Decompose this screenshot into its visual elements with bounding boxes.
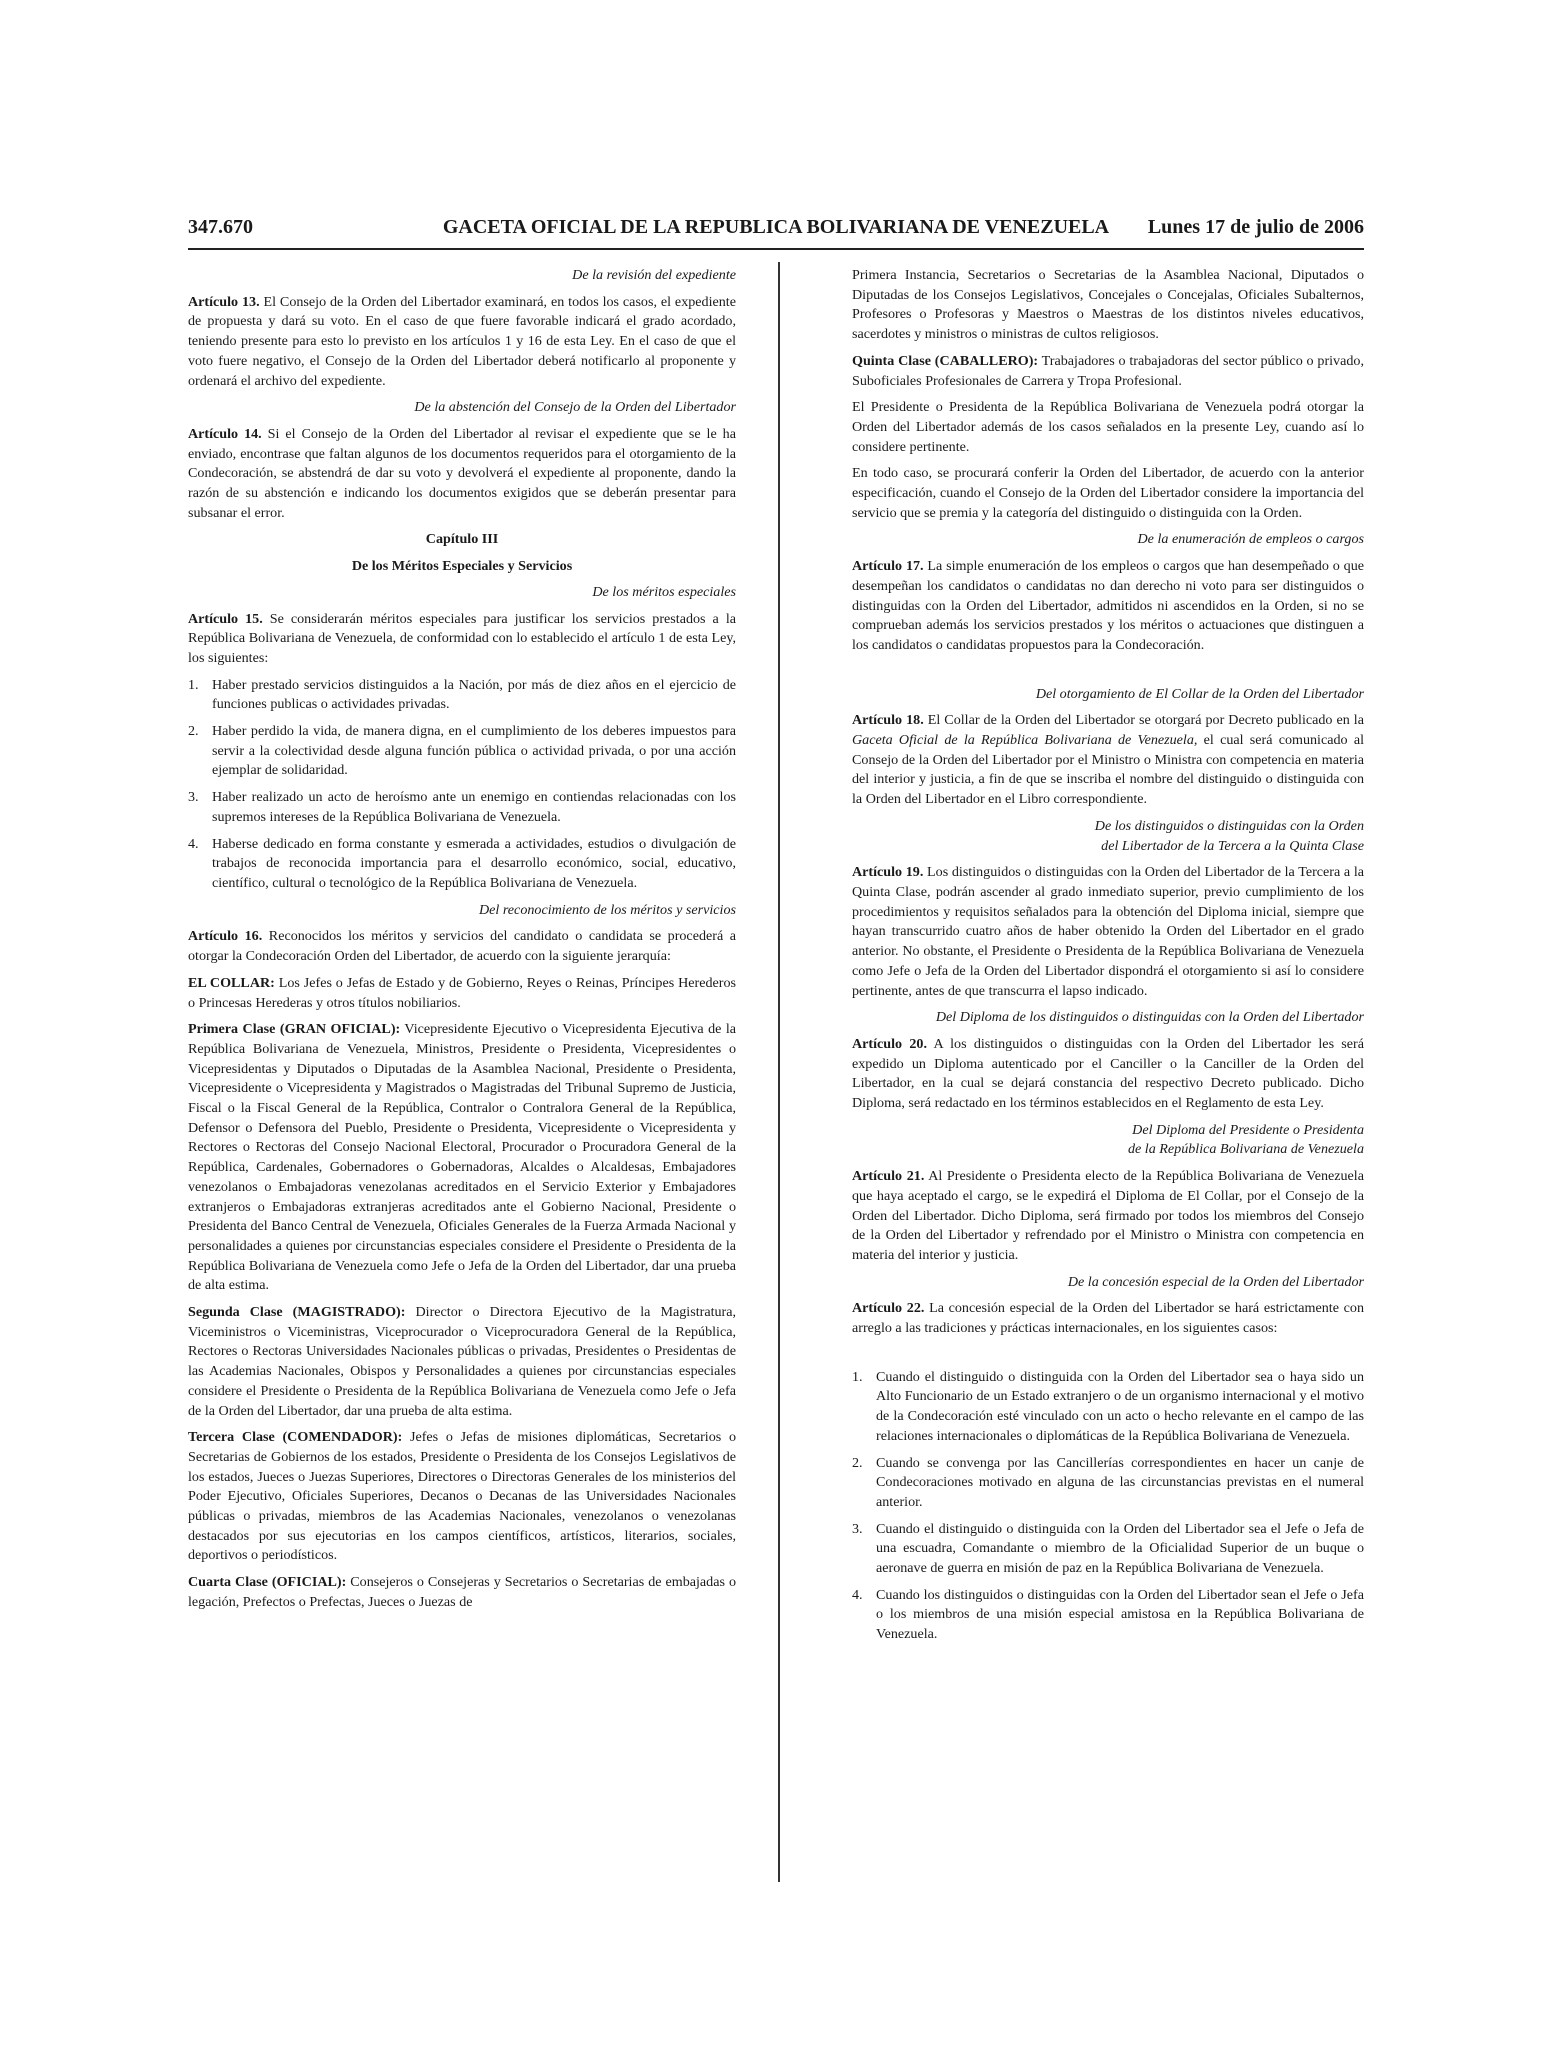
article-label: Artículo 13. <box>188 293 260 310</box>
right-column <box>852 266 1364 1652</box>
rubric-article-19-line1: De los distinguidos o distinguidas con la Orden <box>1094 817 1364 834</box>
class-quinta: Quinta Clase (CABALLERO): Trabajadores o trabajadoras del sector público o privado, Suboficiales Profesionales de Carrera y Tropa Profesional. <box>852 352 1364 389</box>
article-label: Artículo 20. <box>852 1035 927 1052</box>
article-text: Al Presidente o Presidenta electo de la República Bolivariana de Venezuela que haya aceptado el cargo, se le expedirá el Diploma de El Collar, por el Consejo de la Orden del Libertador. Dicho Diploma, será firmado por todos los miembros del Consejo de la Orden del Libertador y refrendado por el Ministro o Ministra con competencia en materia del interior y justicia. <box>852 1168 1364 1263</box>
chapter-heading: Capítulo III <box>425 531 499 548</box>
rubric-article-19-line2: del Libertador de la Tercera a la Quinta Clase <box>1101 837 1364 854</box>
page-number: 347.670 <box>188 216 253 238</box>
article-label: Artículo 22. <box>852 1300 925 1317</box>
article-13 <box>188 293 736 392</box>
article-16 <box>188 927 736 966</box>
rubric-article-21-line2: de la República Bolivariana de Venezuela <box>1127 1141 1364 1158</box>
list-item: 2. Cuando se convenga por las Cancillerías correspondientes en hacer un canje de Condecoraciones motivado en alguna de las circunstancias previstas en el numeral anterior. <box>852 1454 1364 1510</box>
left-column <box>188 266 736 1620</box>
list-item: 4. Haberse dedicado en forma constante y esmerada a actividades, estudios o divulgación de trabajos de reconocida importancia para el desarrollo económico, social, educativo, científico, cultural o tecnológico de la República Bolivariana de Venezuela. <box>188 835 736 891</box>
class-cuarta-continued: Primera Instancia, Secretarios o Secretarias de la Asamblea Nacional, Diputados o Diputadas de los Consejos Legislativos, Concejales o Concejalas, Oficiales Subalternos, Profesores o Profesoras y Maestros o Maestras de los distintos niveles educativos, sacerdotes y ministros o ministras de cultos religiosos. <box>852 267 1364 343</box>
article-text: El Consejo de la Orden del Libertador examinará, en todos los casos, el expediente de propuesta y dará su voto. En el caso de que fuere favorable indicará el grado acordado, teniendo presente para esto lo previsto en los artículos 1 y 16 de esta Ley. En el caso de que el voto fuere negativo, el Consejo de la Orden del Libertador deberá notificarlo al proponente y ordenará el archivo del expediente. <box>188 293 736 389</box>
article-text: La concesión especial de la Orden del Libertador se hará estrictamente con arreglo a las tradiciones y prácticas internacionales, en los siguientes casos: <box>852 1300 1364 1337</box>
article-label: Artículo 18. <box>852 712 924 729</box>
article-15 <box>188 610 736 669</box>
rubric-article-16: Del reconocimiento de los méritos y servicios <box>478 901 736 918</box>
article-20 <box>852 1035 1364 1114</box>
class-segunda: Segunda Clase (MAGISTRADO): Director o Directora Ejecutivo de la Magistratura, Viceministros o Viceministras, Viceprocurador o Viceprocuradora General de la República, Rectores o Rectoras Universidades Nacionales públicas o privadas, Presidentes o Presidentas de las Academias Nacionales, Obispos y Personalidades a quienes por circunstancias especiales considere el Presidente o Presidenta de la República Bolivariana de Venezuela como Jefe o Jefa de la Orden del Libertador, dar una prueba de alta estima. <box>188 1304 737 1419</box>
list-item: 1. Haber prestado servicios distinguidos a la Nación, por más de diez años en el ejercicio de funciones publicas o actividades privadas. <box>188 676 736 713</box>
class-primera: Primera Clase (GRAN OFICIAL): Vicepresidente Ejecutivo o Vicepresidenta Ejecutiva de la República Bolivariana de Venezuela, Ministros, Presidente o Presidenta, Vicepresidentes o Vicepresidentas y Diputados o Diputadas de la Asamblea Nacional, Presidente o Presidenta, Vicepresidente o Vicepresidenta y Magistrados o Magistradas del Tribunal Supremo de Justicia, Fiscal o la Fiscal General de la República, Contralor o Contralora General de la República, Defensor o Defensora del Pueblo, Presidente o Presidenta, Vicepresidente o Vicepresidenta y Rectores o Rectoras del Consejo Nacional Electoral, Procurador o Procuradora General de la República, Cardenales, Gobernadores o Gobernadoras, Alcaldes o Alcaldesas, Embajadores venezolanos o Embajadoras venezolanas acreditados en el Servicio Exterior y Embajadores extranjeros o Embajadoras extranjeras acreditados ante el Gobierno Nacional, Presidente o Presidenta del Banco Central de Venezuela, Oficiales Generales de la Fuerza Armada Nacional y personalidades a quienes por circunstancias especiales considere el Presidente o Presidenta de la República Bolivariana de Venezuela como Jefe o Jefa de la Orden del Libertador, dar una prueba de alta estima. <box>188 1021 737 1294</box>
article-15-list <box>188 676 736 894</box>
class-collar: EL COLLAR: Los Jefes o Jefas de Estado y de Gobierno, Reyes o Reinas, Príncipes Herederos o Princesas Herederas y otros títulos nobiliarios. <box>188 974 736 1011</box>
article-label: Artículo 16. <box>188 928 263 945</box>
rubric-article-21-line1: Del Diploma del Presidente o Presidenta <box>1132 1121 1364 1138</box>
rubric-article-18: Del otorgamiento de El Collar de la Orden del Libertador <box>1035 685 1364 702</box>
article-text: A los distinguidos o distinguidas con la Orden del Libertador les será expedido un Diploma autenticado por el Canciller o la Canciller de la Orden del Libertador, en la cual se dejará constancia del respectivo Decreto publicado. Dicho Diploma, será redactado en los términos establecidos en el Reglamento de esta Ley. <box>852 1035 1364 1112</box>
article-22 <box>852 1299 1364 1338</box>
article-label: Artículo 17. <box>852 558 924 575</box>
gazette-title: GACETA OFICIAL DE LA REPUBLICA BOLIVARIANA DE VENEZUELA <box>442 216 1110 238</box>
article-text: Los distinguidos o distinguidas con la Orden del Libertador de la Tercera a la Quinta Clase, podrán ascender al grado inmediato superior, previo cumplimiento de los procedimientos y requisitos señalados para la obtención del Diploma inicial, siempre que hayan transcurrido cuatro años de haber obtenido la Orden del Libertador en el grado anterior. No obstante, el Presidente o Presidenta de la República Bolivariana de Venezuela como Jefe o Jefa de la Orden del Libertador dispondrá el otorgamiento si así lo considere pertinente, antes de que transcurra el lapso indicado. <box>852 864 1364 999</box>
rubric-article-22: De la concesión especial de la Orden del Libertador <box>1067 1273 1364 1290</box>
page-header <box>188 216 1364 246</box>
rubric-article-13: De la revisión del expediente <box>572 267 736 283</box>
column-divider <box>778 262 780 1882</box>
article-label: Artículo 21. <box>852 1168 925 1185</box>
article-text: Si el Consejo de la Orden del Libertador al revisar el expediente que se le ha enviado, encontrase que faltan algunos de los documentos requeridos para el otorgamiento de la Condecoración, se abstendrá de dar su voto y devolverá el expediente al proponente, dando la razón de su abstención e indicando los documentos exigidos que se deberán presentar para subsanar el error. <box>188 425 736 521</box>
article-17 <box>852 557 1364 656</box>
class-tercera: Tercera Clase (COMENDADOR): Jefes o Jefas de misiones diplomáticas, Secretarios o Secretarias de Gobiernos de los estados, Presidente o Presidenta de los Consejos Legislativos de los estados, Jueces o Juezas Superiores, Directores o Directoras Generales de los ministerios del Poder Ejecutivo, Oficiales Superiores, Decanos o Decanas de las Universidades Nacionales públicas o privadas, miembros de las Academias Nacionales, venezolanos o venezolanas destacados por sus ejecutorias en los campos científicos, artísticos, literarios, sociales, deportivos o periodísticos. <box>188 1429 736 1564</box>
rubric-article-17: De la enumeración de empleos o cargos <box>1137 531 1364 548</box>
article-text: Reconocidos los méritos y servicios del candidato o candidata se procederá a otorgar la Condecoración Orden del Libertador, de acuerdo con la siguiente jerarquía: <box>188 928 736 965</box>
rubric-article-20: Del Diploma de los distinguidos o distinguidas con la Orden del Libertador <box>935 1009 1364 1026</box>
article-14 <box>188 425 736 524</box>
article-21 <box>852 1167 1364 1266</box>
list-item: 3. Cuando el distinguido o distinguida con la Orden del Libertador sea el Jefe o Jefa de una escuadra, Comandante o miembro de la Oficialidad Superior de un buque o aeronave de guerra en misión de paz en la República Bolivariana de Venezuela. <box>852 1520 1364 1577</box>
article-label: Artículo 15. <box>188 610 263 627</box>
article-label: Artículo 14. <box>188 425 262 442</box>
paragraph-todo-caso: En todo caso, se procurará conferir la Orden del Libertador, de acuerdo con la anterior especificación, cuando el Consejo de la Orden del Libertador considere la importancia del servicio que se premia y la categoría del distinguido o distinguida con la Orden. <box>852 465 1364 521</box>
issue-date: Lunes 17 de julio de 2006 <box>1147 216 1364 238</box>
class-cuarta: Cuarta Clase (OFICIAL): Consejeros o Consejeras y Secretarios o Secretarias de embajadas o legación, Prefectos o Prefectas, Jueces o Juezas de <box>188 1574 736 1610</box>
rubric-article-14: De la abstención del Consejo de la Orden del Libertador <box>414 399 736 416</box>
article-text: La simple enumeración de los empleos o cargos que han desempeñado o que desempeñan los candidatos o candidatas no dan derecho ni voto para ser distinguidos o distinguidas con la Orden del Libertador, admitidos ni ascendidos en la Orden, si no se comprueban además los servicios prestados y los méritos o actuaciones que distinguen a los candidatos o candidatas propuestos para la Condecoración. <box>852 558 1364 653</box>
chapter-title: De los Méritos Especiales y Servicios <box>351 558 573 575</box>
list-item: 1. Cuando el distinguido o distinguida con la Orden del Libertador sea o haya sido un Alto Funcionario de un Estado extranjero o de un organismo internacional y el motivo de la Condecoración esté vinculado con un acto o hecho relevante en el campo de las relaciones internacionales o diplomáticas de la República Bolivariana de Venezuela. <box>852 1368 1364 1444</box>
list-item: 3. Haber realizado un acto de heroísmo ante un enemigo en contiendas relacionadas con los supremos intereses de la República Bolivariana de Venezuela. <box>188 789 736 825</box>
article-label: Artículo 19. <box>852 864 924 881</box>
article-18: Artículo 18. El Collar de la Orden del Libertador se otorgará por Decreto publicado en la Gaceta Oficial de la República Bolivariana de Venezuela, el cual será comunicado al Consejo de la Orden del Libertador por el Ministro o Ministra con competencia en materia del interior y justicia, a fin de que se inscriba el nombre del distinguido o distinguida con la Orden del Libertador en el Libro correspondiente. <box>852 712 1364 808</box>
paragraph-presidente: El Presidente o Presidenta de la República Bolivariana de Venezuela podrá otorgar la Orden del Libertador además de los casos señalados en la presente Ley, cuando así lo considere pertinente. <box>852 399 1364 455</box>
article-text: Se considerarán méritos especiales para justificar los servicios prestados a la República Bolivariana de Venezuela, de conformidad con lo establecido el artículo 1 de esta Ley, los siguientes: <box>188 610 737 666</box>
article-19 <box>852 863 1364 1001</box>
rubric-article-15: De los méritos especiales <box>592 583 736 600</box>
list-item: 4. Cuando los distinguidos o distinguidas con la Orden del Libertador sean el Jefe o Jefa o los miembros de una misión especial amistosa en la República Bolivariana de Venezuela. <box>852 1586 1364 1643</box>
list-item: 2. Haber perdido la vida, de manera digna, en el cumplimiento de los deberes impuestos para servir a la colectividad desde alguna función pública o actividad privada, o por una acción ejemplar de solidaridad. <box>188 723 736 779</box>
header-rule <box>188 248 1364 250</box>
article-22-list <box>852 1368 1364 1645</box>
